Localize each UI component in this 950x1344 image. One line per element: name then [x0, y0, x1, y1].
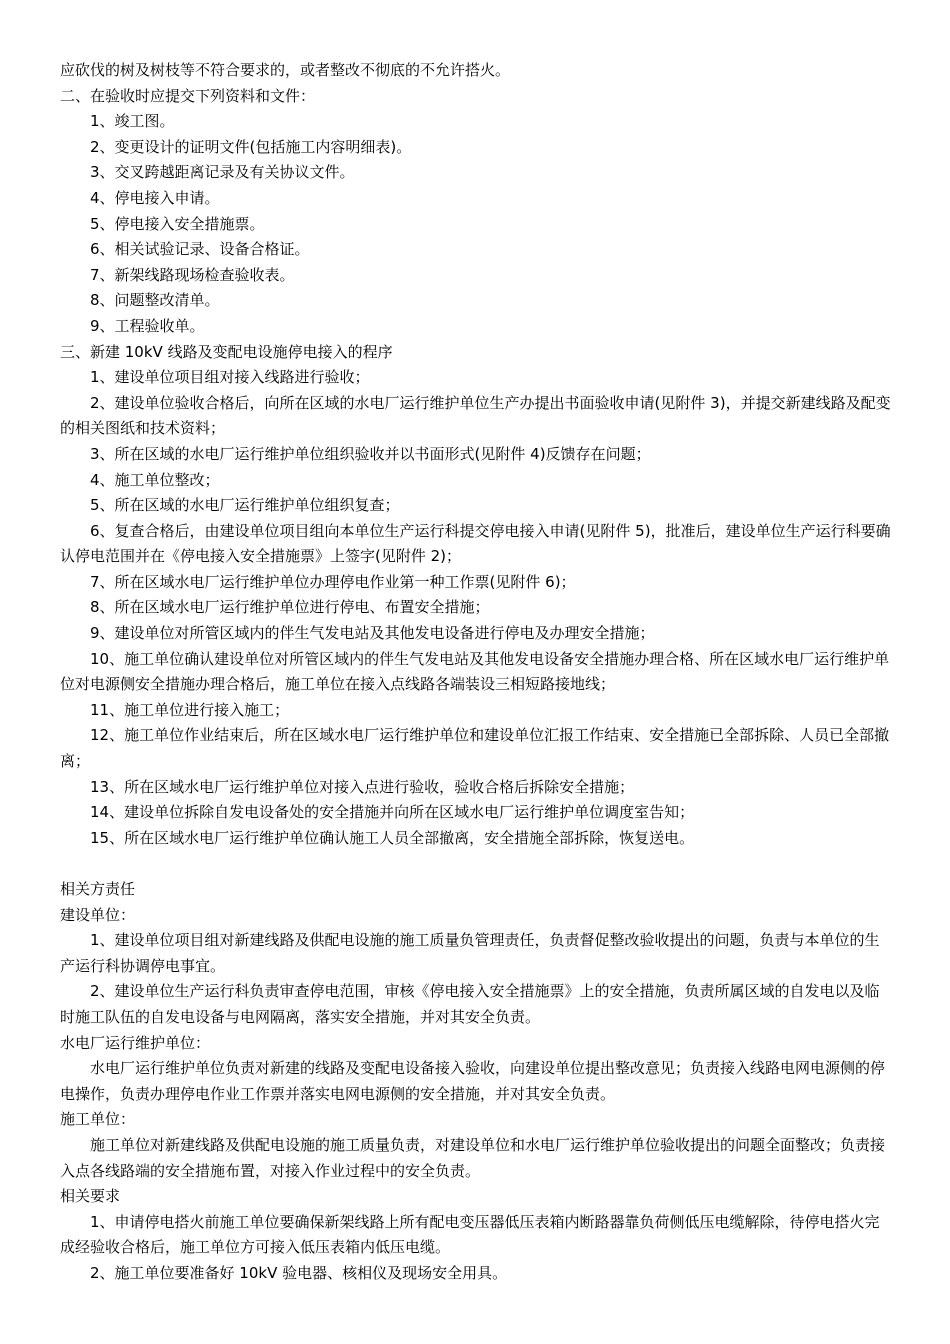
list-item: 15、所在区域水电厂运行维护单位确认施工人员全部撤离，安全措施全部拆除，恢复送电。 — [90, 828, 695, 847]
list-item: 5、所在区域的水电厂运行维护单位组织复查； — [90, 496, 400, 515]
list-item: 11、施工单位进行接入施工； — [90, 700, 290, 719]
list-item: 5、停电接入安全措施票。 — [90, 214, 265, 233]
list-item: 8、所在区域水电厂运行维护单位进行停电、布置安全措施； — [90, 598, 490, 617]
list-item: 3、交叉跨越距离记录及有关协议文件。 — [90, 163, 355, 182]
list-item: 7、所在区域水电厂运行维护单位办理停电作业第一种工作票(见附件 6)； — [90, 572, 576, 591]
list-item: 8、问题整改清单。 — [90, 291, 220, 310]
list-item: 7、新架线路现场检查验收表。 — [90, 265, 295, 284]
document-page — [60, 58, 892, 1287]
list-item: 14、建设单位拆除自发电设备处的安全措施并向所在区域水电厂运行维护单位调度室告知； — [90, 803, 695, 822]
list-item: 2、变更设计的证明文件(包括施工内容明细表)。 — [90, 137, 412, 156]
paragraph: 水电厂运行维护单位负责对新建的线路及变配电设备接入验收，向建设单位提出整改意见；负责接入线路电网电源侧的停电操作，负责办理停电作业工作票并落实电网电源侧的安全措施，并对其安全负责。 — [60, 1059, 886, 1103]
paragraph: 2、施工单位要准备好 10kV 验电器、核相仪及现场安全用具。 — [90, 1263, 508, 1282]
list-item: 9、工程验收单。 — [90, 316, 205, 335]
paragraph: 施工单位对新建线路及供配电设施的施工质量负责，对建设单位和水电厂运行维护单位验收提出的问题全面整改；负责接入点各线路端的安全措施布置，对接入作业过程中的安全负责。 — [60, 1135, 886, 1180]
list-item: 1、竣工图。 — [90, 112, 175, 131]
blank-line — [60, 851, 892, 877]
list-item: 13、所在区域水电厂运行维护单位对接入点进行验收，验收合格后拆除安全措施； — [90, 777, 635, 796]
list-item: 10、施工单位确认建设单位对所管区域内的伴生气发电站及其他发电设备安全措施办理合格、所在区域水电厂运行维护单位对电源侧安全措施办理合格后，施工单位在接入点线路各端装设三相短路接地线； — [60, 649, 890, 694]
subheading: 建设单位： — [60, 905, 136, 924]
list-item: 2、建设单位验收合格后，向所在区域的水电厂运行维护单位生产办提出书面验收申请(见附件 3)，并提交新建线路及配变的相关图纸和技术资料； — [60, 393, 891, 438]
paragraph: 应砍伐的树及树枝等不符合要求的，或者整改不彻底的不允许搭火。 — [60, 61, 511, 79]
section-heading: 相关要求 — [60, 1187, 121, 1206]
paragraph: 2、建设单位生产运行科负责审查停电范围，审核《停电接入安全措施票》上的安全措施，负责所属区域的自发电以及临时施工队伍的自发电设备与电网隔离，落实安全措施，并对其安全负责。 — [60, 982, 880, 1026]
list-item: 6、复查合格后，由建设单位项目组向本单位生产运行科提交停电接入申请(见附件 5)，批准后，建设单位生产运行科要确认停电范围并在《停电接入安全措施票》上签字(见附件 2)； — [60, 521, 891, 566]
list-item: 9、建设单位对所管区域内的伴生气发电站及其他发电设备进行停电及办理安全措施； — [90, 624, 655, 643]
section-heading: 三、新建 10kV 线路及变配电设施停电接入的程序 — [60, 342, 393, 361]
subheading: 施工单位： — [60, 1110, 136, 1129]
list-item: 12、施工单位作业结束后，所在区域水电厂运行维护单位和建设单位汇报工作结束、安全措施已全部拆除、人员已全部撤离； — [60, 726, 890, 771]
subheading: 水电厂运行维护单位： — [60, 1033, 211, 1052]
list-item: 4、施工单位整改； — [90, 470, 220, 489]
list-item: 1、建设单位项目组对接入线路进行验收； — [90, 368, 370, 387]
section-heading: 二、在验收时应提交下列资料和文件： — [60, 86, 316, 105]
list-item: 4、停电接入申请。 — [90, 188, 220, 207]
section-heading: 相关方责任 — [60, 880, 136, 898]
list-item: 3、所在区域的水电厂运行维护单位组织验收并以书面形式(见附件 4)反馈存在问题； — [90, 444, 651, 463]
list-item: 6、相关试验记录、设备合格证。 — [90, 240, 310, 259]
paragraph: 1、申请停电搭火前施工单位要确保新架线路上所有配电变压器低压表箱内断路器靠负荷侧低压电缆解除，待停电搭火完成经验收合格后，施工单位方可接入低压表箱内低压电缆。 — [60, 1212, 880, 1257]
paragraph: 1、建设单位项目组对新建线路及供配电设施的施工质量负管理责任，负责督促整改验收提出的问题，负责与本单位的生产运行科协调停电事宜。 — [60, 931, 880, 975]
